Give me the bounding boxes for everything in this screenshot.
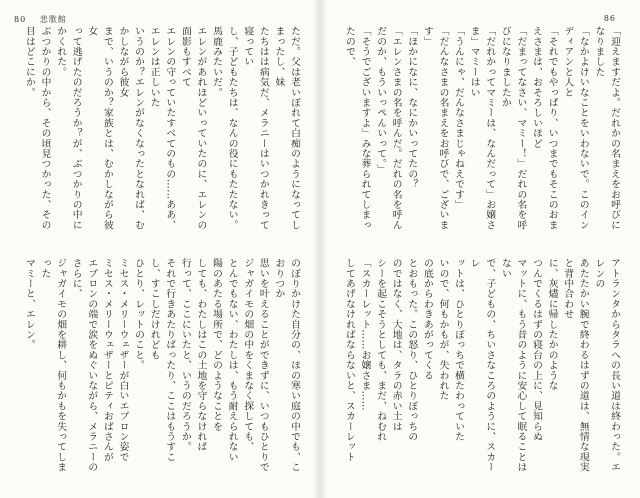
right-page-header xyxy=(604,14,622,23)
text-line: ミセス・メリーウェザーが白いエプロン姿で xyxy=(117,258,129,462)
text-line: マットに、もう昔のように安心して眠ることはない xyxy=(499,258,527,473)
text-line: ジャガイモの畑の中をくまなく探しても、 xyxy=(242,258,254,452)
text-line: 陽のあたる場所で、どのようなことを xyxy=(211,258,223,432)
right-page-upper-text xyxy=(340,26,622,238)
running-head: 悲歌館 xyxy=(39,15,67,24)
text-line: のぼりかけた自分の、ほの寒い庭の中でも、こおりつか xyxy=(273,258,300,473)
text-line: 「迎えますだよ。だれかの名まえをお呼びになりました xyxy=(593,26,620,230)
left-page-lower-text xyxy=(20,258,302,482)
text-line: 「それでもやっぱり、いつまでもそこのおまえさまは、おそろしいほど xyxy=(531,26,558,230)
text-line: って逃げたのだろうか？が、ぶつかりの中にかくれた。 xyxy=(55,26,82,230)
text-line: に、灰燼に帰したかのような xyxy=(546,258,558,391)
text-line: シーを起こそうとしても、まだ、ねむれ xyxy=(375,258,387,442)
text-line: ぶつかりの中から、その頃見つかった、その目はどこにか。 xyxy=(23,26,51,230)
text-line: ジャガイモの畑を耕し、何もかもを失ってしまった xyxy=(39,258,67,473)
text-line: とんでもない、わたしは、もう耐えられない xyxy=(226,258,238,462)
text-line: 「ほかになに、なにかいってたの？ xyxy=(406,26,418,190)
text-line: まで、いうのか？家族とは、むかしながら彼女 xyxy=(86,26,113,230)
text-line: アトランタからタラへの長い道は終わった。エレンの xyxy=(593,258,620,473)
text-line: つんでくるはずの寝台の上に、見知らぬ xyxy=(531,258,543,442)
text-line: 「だれかってマミーは、なんだって」お嬢さま」マミーはい xyxy=(468,26,496,230)
text-line: 「だまってなさい、マミー！」だれの名を呼びになりましたか xyxy=(499,26,527,230)
text-line: し、子どもたちは、なんの役にもたたない。馬鹿みたいだ。 xyxy=(211,26,238,230)
text-line: 「だんなさまの名まえをお呼びで、ございます」 xyxy=(421,26,449,230)
text-line: ミセス・メリーウェザーとピティおばさんが xyxy=(101,258,113,462)
text-line: ひとり、レットのこと。 xyxy=(133,258,145,371)
text-line: とおもった。この怒り、ひとりぼっちの xyxy=(406,258,418,442)
text-line: エレンがあれほどいっていたのに、エレンの面影もすべて xyxy=(179,26,207,230)
text-line: で、子どもの、ちいさなころのように、スカーレ xyxy=(468,258,496,473)
text-line: 思いを叶えることができずに、いつもひとりで xyxy=(257,258,269,473)
text-line: いうのか？エレンがなくなったとなれば、むかしながら彼女 xyxy=(117,26,145,230)
text-line: ただ。父は老いぼれて白痴のようになってしまったし、妹 xyxy=(273,26,300,230)
text-line: 「なかよけいなことをいわないで。このインディアンと人と xyxy=(562,26,589,230)
text-line: してあげなければならないと、スカーレット xyxy=(343,258,355,462)
right-page-number: 86 xyxy=(603,14,616,23)
text-line: 「そうでございますよ」みな葬られてしまったので、 xyxy=(343,26,371,230)
text-line: ットは、ひとりぼっちで横たわっていた xyxy=(453,258,465,442)
text-line: 「うんにゃ、だんなさまじゃねえです」 xyxy=(453,26,465,210)
text-line: エレンの守っていたすべてのもの……ああ、エレンは正しいた xyxy=(148,26,176,230)
text-line: それで行きあたりばったり、ここはもうすこし、すこしだけれども xyxy=(148,258,176,462)
text-line: あたたかい腕で終わるはずの道は、無情な現実と背中合わせ xyxy=(562,258,589,473)
text-line: マミーと、エレン。 xyxy=(23,258,35,350)
right-page xyxy=(320,0,640,498)
text-line: エプロンの端で涙をぬぐいながら、メラニーのさらに、 xyxy=(70,258,98,473)
right-page-lower-text xyxy=(340,258,622,482)
text-line: しても、わたしはこの土地を守らなければ xyxy=(195,258,207,452)
text-line: のではなく、大地は、タラの赤い土は xyxy=(390,258,402,432)
text-line: 行って、ここにいたと、いうのだろうか。 xyxy=(179,258,191,452)
left-page-header xyxy=(14,14,67,25)
text-line: いので、何もかもが、失われた xyxy=(437,258,449,401)
text-line xyxy=(20,26,21,238)
text-line: の底からわきあがってくる xyxy=(421,258,433,381)
text-line: 「エレンさまの名を呼んだ。だれの名を呼んだのか、もういっぺんいって。」 xyxy=(375,26,402,230)
text-line: 「スカーレット……お嬢さま…… xyxy=(359,258,371,411)
left-page-number: 80 xyxy=(14,15,27,24)
left-page-upper-text xyxy=(20,26,302,238)
text-line: たちはは病気だ、メラニーはいつかれきって寝ってい xyxy=(242,26,269,230)
